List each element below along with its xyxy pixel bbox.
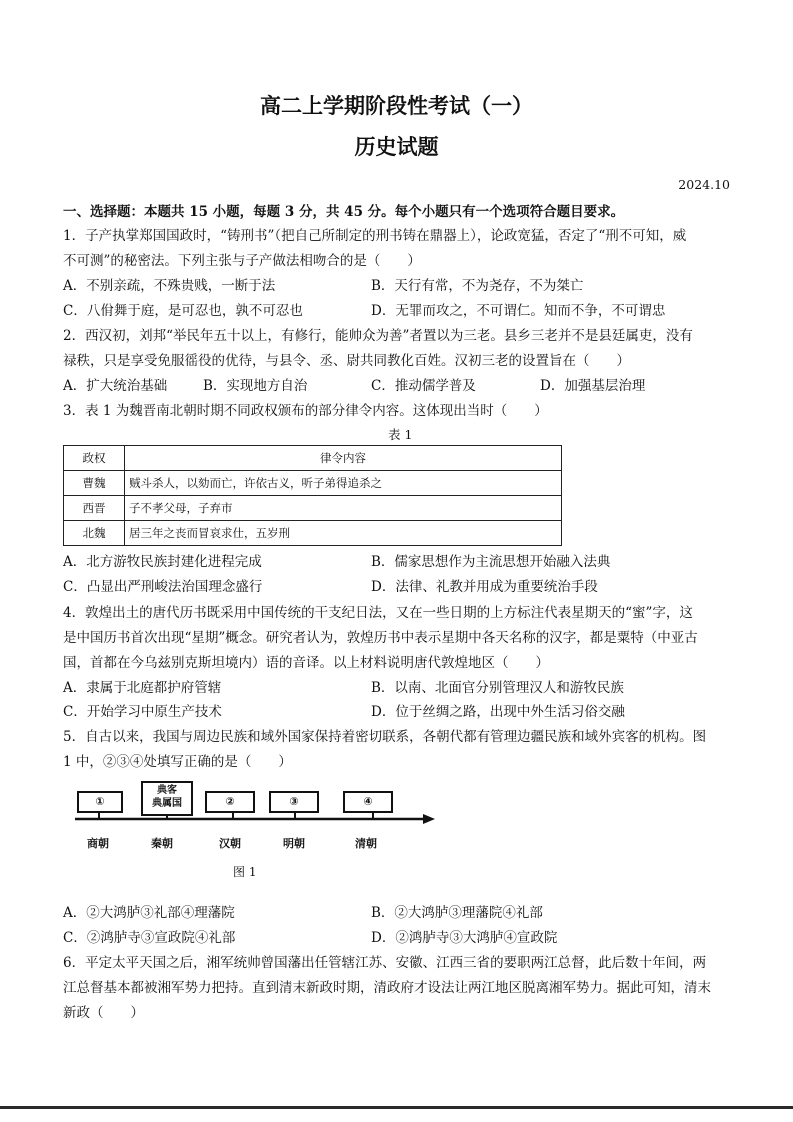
q1-option-d[interactable]: D．无罪而攻之，不可谓仁。知而不争，不可谓忠 bbox=[371, 303, 666, 319]
table-cell-regime: 西晋 bbox=[64, 496, 125, 521]
table-row bbox=[64, 471, 562, 496]
subject-title: 历史试题 bbox=[354, 134, 439, 159]
table-cell-content: 贼斗杀人，以劾而亡，许依古义，听子弟得追杀之 bbox=[125, 471, 562, 496]
q3-option-a[interactable]: A．北方游牧民族封建化进程完成 bbox=[63, 554, 262, 570]
q5-option-c[interactable]: C．②鸿胪寺③宣政院④礼部 bbox=[63, 930, 236, 946]
q4-option-d[interactable]: D．位于丝绸之路，出现中外生活习俗交融 bbox=[371, 704, 625, 720]
figure-caption: 图 1 bbox=[233, 865, 257, 879]
q5-option-d[interactable]: D．②鸿胪寺③大鸿胪④宣政院 bbox=[371, 930, 558, 946]
section-heading: 一、选择题：本题共 15 小题，每题 3 分，共 45 分。每个小题只有一个选项符合题目要求。 bbox=[63, 204, 625, 220]
q1-stem-line-2: 不可测”的秘密法。下列主张与子产做法相吻合的是（ ） bbox=[63, 253, 421, 269]
q4-option-b[interactable]: B．以南、北面官分别管理汉人和游牧民族 bbox=[371, 680, 624, 696]
era-label-shang: 商朝 bbox=[87, 837, 109, 850]
table-header-content: 律令内容 bbox=[125, 446, 562, 471]
q1-option-a[interactable]: A．不别亲疏，不殊贵贱，一断于法 bbox=[63, 278, 276, 294]
q4-option-a[interactable]: A．隶属于北庭都护府管辖 bbox=[63, 680, 222, 696]
q3-option-b[interactable]: B．儒家思想作为主流思想开始融入法典 bbox=[371, 554, 611, 570]
q2-option-c[interactable]: C．推动儒学普及 bbox=[371, 378, 476, 394]
era-label-han: 汉朝 bbox=[219, 837, 241, 850]
era-label-qin: 秦朝 bbox=[151, 837, 173, 850]
q6-stem-line-3: 新政（ ） bbox=[63, 1005, 144, 1021]
era-label-ming: 明朝 bbox=[283, 837, 305, 850]
q1-stem-line-1: 1．子产执掌郑国国政时，“铸刑书”（把自己所制定的刑书铸在鼎器上），论政宽猛，否定了“刑不可知，威 bbox=[63, 228, 687, 244]
table-cell-regime: 北魏 bbox=[64, 521, 125, 546]
q2-stem-line-1: 2．西汉初，刘邦“举民年五十以上，有修行，能帅众为善”者置以为三老。县乡三老并不是县廷属吏，没有 bbox=[63, 328, 693, 344]
page-bottom-rule bbox=[0, 1106, 793, 1109]
table-header-row bbox=[64, 446, 562, 471]
q1-option-c[interactable]: C．八佾舞于庭，是可忍也，孰不可忍也 bbox=[63, 303, 303, 319]
q2-option-d[interactable]: D．加强基层治理 bbox=[540, 378, 646, 394]
q5-stem-line-2: 1 中，②③④处填写正确的是（ ） bbox=[63, 754, 292, 770]
q2-option-a[interactable]: A．扩大统治基础 bbox=[63, 378, 168, 394]
q3-option-d[interactable]: D．法律、礼教并用成为重要统治手段 bbox=[371, 579, 598, 595]
q4-stem-line-3: 国，首都在今乌兹别克斯坦境内）语的音译。以上材料说明唐代敦煌地区（ ） bbox=[63, 655, 549, 671]
table-cell-regime: 曹魏 bbox=[64, 471, 125, 496]
q3-option-c[interactable]: C．凸显出严刑峻法治国理念盛行 bbox=[63, 579, 263, 595]
table-row bbox=[64, 521, 562, 546]
table-caption: 表 1 bbox=[388, 427, 413, 442]
q5-option-a[interactable]: A．②大鸿胪③礼部④理藩院 bbox=[63, 905, 235, 921]
q6-stem-line-1: 6．平定太平天国之后，湘军统帅曾国藩出任管辖江苏、安徽、江西三省的要职两江总督，此后数十年间，两 bbox=[63, 955, 707, 971]
q3-stem: 3．表 1 为魏晋南北朝时期不同政权颁布的部分律令内容。这体现出当时（ ） bbox=[63, 403, 548, 419]
q4-stem-line-2: 是中国历书首次出现“星期”概念。研究者认为，敦煌历书中表示星期中各天名称的汉字，都是粟特（中亚古 bbox=[63, 630, 698, 646]
table-cell-content: 子不孝父母，子弃市 bbox=[125, 496, 562, 521]
era-label-qing: 清朝 bbox=[355, 837, 377, 850]
timeline-box-2: ② bbox=[205, 791, 255, 813]
timeline-figure bbox=[63, 775, 443, 885]
timeline-box-3: ③ bbox=[269, 791, 319, 813]
q4-option-c[interactable]: C．开始学习中原生产技术 bbox=[63, 704, 222, 720]
q4-stem-line-1: 4．敦煌出土的唐代历书既采用中国传统的干支纪日法，又在一些日期的上方标注代表星期天的“蜜”字，这 bbox=[63, 605, 693, 621]
timeline-box-qin: 典客 典属国 bbox=[141, 781, 193, 816]
timeline-box-1: ① bbox=[77, 791, 123, 813]
q1-option-b[interactable]: B．天行有常，不为尧存，不为桀亡 bbox=[371, 278, 584, 294]
table-header-regime: 政权 bbox=[64, 446, 125, 471]
table-cell-content: 居三年之丧而冒哀求仕，五岁刑 bbox=[125, 521, 562, 546]
q5-option-b[interactable]: B．②大鸿胪③理藩院④礼部 bbox=[371, 905, 543, 921]
table-row bbox=[64, 496, 562, 521]
exam-date: 2024.10 bbox=[678, 177, 730, 192]
q5-stem-line-1: 5．自古以来，我国与周边民族和域外国家保持着密切联系，各朝代都有管理边疆民族和域外宾客的机构。图 bbox=[63, 729, 707, 745]
q6-stem-line-2: 江总督基本都被湘军势力把持。直到清末新政时期，清政府才设法让两江地区脱离湘军势力。据此可知，清末 bbox=[63, 980, 711, 996]
q2-option-b[interactable]: B．实现地方自治 bbox=[203, 378, 308, 394]
exam-title: 高二上学期阶段性考试（一） bbox=[260, 93, 533, 118]
law-table bbox=[63, 445, 562, 546]
q2-stem-line-2: 禄秩，只是享受免服徭役的优待，与县令、丞、尉共同教化百姓。汉初三老的设置旨在（ ） bbox=[63, 353, 630, 369]
timeline-box-4: ④ bbox=[343, 791, 393, 813]
